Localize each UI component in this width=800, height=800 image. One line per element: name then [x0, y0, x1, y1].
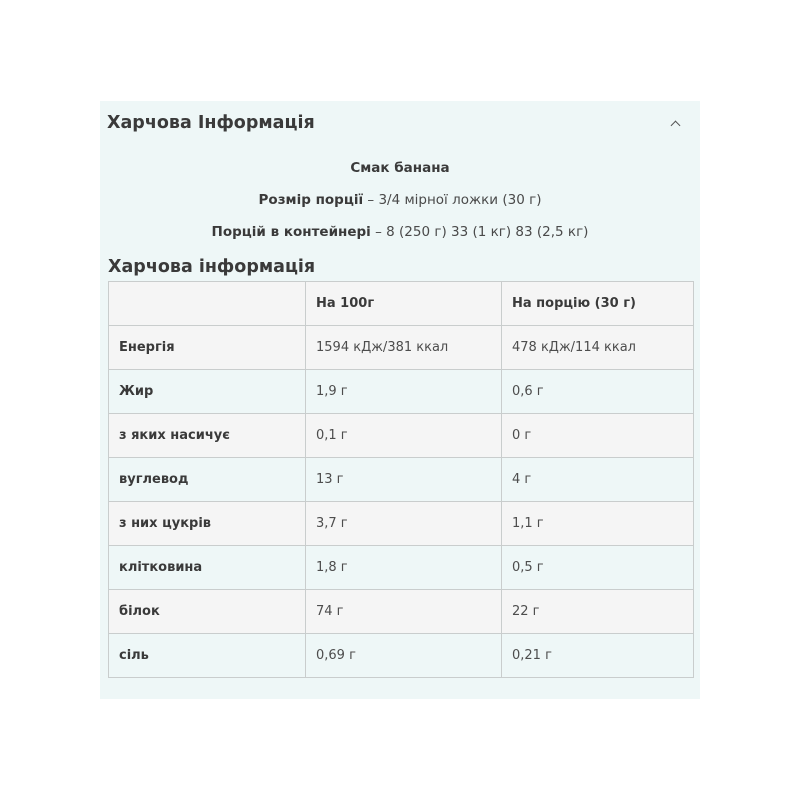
servings-per-container-line [100, 224, 700, 240]
row-label: з них цукрів [109, 502, 306, 546]
servings-per-container-label: Порцій в контейнері [211, 224, 371, 240]
row-value-per-serving: 1,1 г [502, 502, 694, 546]
row-value-per-100g: 0,1 г [306, 414, 502, 458]
accordion-title: Харчова Інформація [107, 113, 315, 133]
row-value-per-serving: 0,21 г [502, 634, 694, 678]
chevron-up-icon[interactable] [671, 121, 681, 131]
row-value-per-100g: 13 г [306, 458, 502, 502]
section-title: Харчова інформація [108, 257, 316, 277]
row-value-per-100g: 74 г [306, 590, 502, 634]
row-label: Енергія [109, 326, 306, 370]
row-value-per-serving: 22 г [502, 590, 694, 634]
row-value-per-serving: 0 г [502, 414, 694, 458]
table-row [109, 546, 694, 590]
row-value-per-100g: 3,7 г [306, 502, 502, 546]
row-value-per-serving: 0,6 г [502, 370, 694, 414]
serving-size-label: Розмір порції [258, 192, 364, 208]
row-value-per-serving: 0,5 г [502, 546, 694, 590]
row-label: вуглевод [109, 458, 306, 502]
accordion-header[interactable] [107, 113, 693, 139]
table-row [109, 326, 694, 370]
serving-size-line [100, 192, 700, 208]
row-value-per-serving: 4 г [502, 458, 694, 502]
nutrition-table [108, 281, 694, 678]
servings-per-container-value: – 8 (250 г) 33 (1 кг) 83 (2,5 кг) [375, 224, 589, 240]
flavor-line [100, 160, 700, 176]
table-row [109, 634, 694, 678]
row-value-per-100g: 1,9 г [306, 370, 502, 414]
nutrition-panel [100, 101, 700, 699]
row-label: білок [109, 590, 306, 634]
header-cell-empty [109, 282, 306, 326]
flavor-text: Смак банана [350, 160, 450, 176]
header-cell-per-100g: На 100г [306, 282, 502, 326]
row-value-per-100g: 1,8 г [306, 546, 502, 590]
row-label: сіль [109, 634, 306, 678]
row-value-per-100g: 0,69 г [306, 634, 502, 678]
table-header-row [109, 282, 694, 326]
table-row [109, 458, 694, 502]
serving-size-value: – 3/4 мірної ложки (30 г) [367, 192, 542, 208]
row-value-per-serving: 478 кДж/114 ккал [502, 326, 694, 370]
table-row [109, 414, 694, 458]
row-value-per-100g: 1594 кДж/381 ккал [306, 326, 502, 370]
row-label: з яких насичує [109, 414, 306, 458]
table-row [109, 590, 694, 634]
row-label: клітковина [109, 546, 306, 590]
row-label: Жир [109, 370, 306, 414]
table-row [109, 502, 694, 546]
header-cell-per-serving: На порцію (30 г) [502, 282, 694, 326]
table-row [109, 370, 694, 414]
